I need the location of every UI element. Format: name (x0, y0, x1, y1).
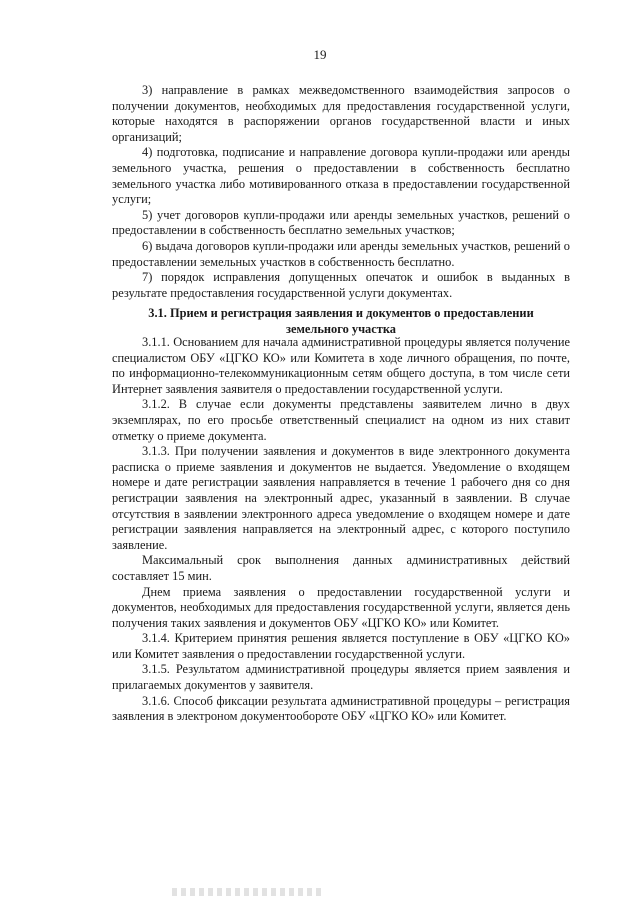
section-heading (112, 306, 570, 337)
paragraph: 3.1.4. Критерием принятия решения является поступление в ОБУ «ЦГКО КО» или Комитет заявления о предоставлении государственной услуги. (112, 631, 570, 661)
list-item: 4) подготовка, подписание и направление договора купли-продажи или аренды земельного участка, решения о предоставлении в собственность бесплатно земельного участка либо мотивированного отказа в предоставлении государственной услуги; (112, 145, 570, 207)
list-item: 5) учет договоров купли-продажи или аренды земельных участков, решений о предоставлении в собственность бесплатно земельных участков; (112, 207, 570, 238)
paragraph: 3.1.6. Способ фиксации результата административной процедуры – регистрация заявления в электроном документообороте ОБУ «ЦГКО КО» или Комитет. (112, 693, 570, 724)
list-item: 7) порядок исправления допущенных опечаток и ошибок в выданных в результате предоставления государственной услуги документах. (112, 270, 570, 300)
paragraph: 3.1.1. Основанием для начала административной процедуры является получение специалистом ОБУ «ЦГКО КО» или Комитета в ходе личного обращения, по почте, по информационно-телекоммуникационным сетям общего доступа, в том числе сети Интернет заявления заявителя о предоставлении государственной услуги. (112, 335, 570, 396)
paragraph: Днем приема заявления о предоставлении государственной услуги и документов, необходимых для предоставления государственной услуги, является день получения таких заявления и документов ОБУ «ЦГКО КО» или Комитет. (112, 584, 570, 630)
list-item: 3) направление в рамках межведомственного взаимодействия запросов о получении документов, необходимых для предоставления государственной услуги, которые находятся в распоряжении органов государственной власти и иных организаций; (112, 83, 570, 144)
page-number: 19 (313, 47, 327, 62)
paragraph: Максимальный срок выполнения данных административных действий составляет 15 мин. (112, 553, 570, 583)
paragraph: 3.1.5. Результатом административной процедуры является прием заявления и прилагаемых документов у заявителя. (112, 662, 570, 693)
procedure-list (112, 83, 570, 301)
section-heading-line: 3.1. Прием и регистрация заявления и документов о предоставлении (148, 306, 534, 320)
scan-artifact (172, 888, 322, 896)
list-item: 6) выдача договоров купли-продажи или аренды земельных участков, решений о предоставлении земельных участков в собственность бесплатно. (112, 238, 570, 269)
section-heading-line: земельного участка (286, 321, 396, 336)
section-body (112, 335, 570, 725)
paragraph: 3.1.2. В случае если документы представлены заявителем лично в двух экземплярах, по его просьбе ответственный специалист на одном из них ставит отметку о приеме документа. (112, 397, 570, 443)
paragraph: 3.1.3. При получении заявления и документов в виде электронного документа расписка о приеме заявления и документов не выдается. Уведомление о входящем номере и дате регистрации заявления направляется в течение 1 рабочего дня со дня регистрации заявления на электронный адрес, указанный в заявлении. В случае отсутствия в заявлении электронного адреса уведомление о входящем номере и дате регистрации заявления направляется на электронный адрес, с которого поступило заявление. (112, 444, 570, 552)
